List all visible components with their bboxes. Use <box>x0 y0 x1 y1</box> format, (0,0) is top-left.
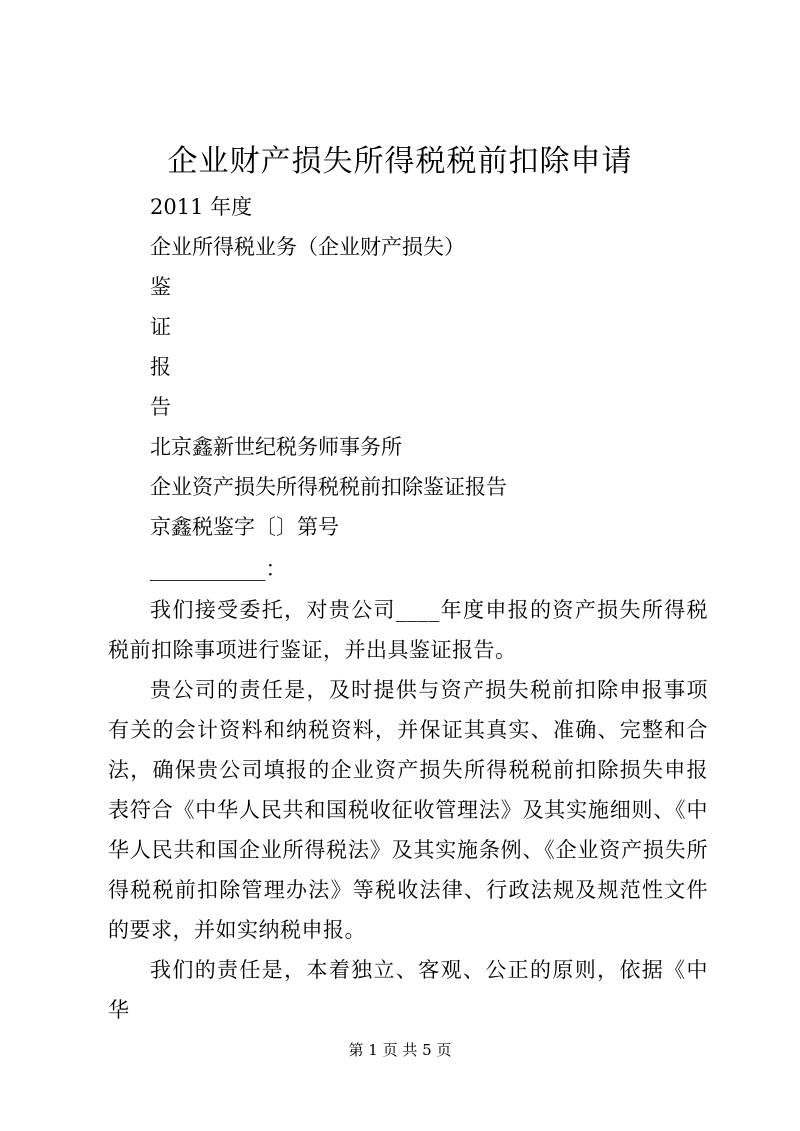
vertical-title-char-2: 证 <box>150 315 171 339</box>
paragraph-our-responsibility: 我们的责任是，本着独立、客观、公正的原则，依据《中华 <box>108 958 708 1022</box>
paragraph-client-responsibility: 贵公司的责任是，及时提供与资产损失税前扣除申报事项有关的会计资料和纳税资料，并保证其真实、准确、完整和合法，确保贵公司填报的企业资产损失所得税税前扣除损失申报表符合《中华人民共和国税收征收管理法》及其实施细则、《中华人民共和国企业所得税法》及其实施条例、《企业资产损失所得税税前扣除管理办法》等税收法律、行政法规及规范性文件的要求，并如实纳税申报。 <box>108 678 708 942</box>
firm-name: 北京鑫新世纪税务师事务所 <box>150 435 402 459</box>
vertical-title-char-1: 鉴 <box>150 275 171 299</box>
document-title: 企业财产损失所得税税前扣除申请 <box>167 144 633 179</box>
page-footer: 第 1 页 共 5 页 <box>348 1041 452 1059</box>
vertical-title-char-4: 告 <box>150 395 171 419</box>
business-type: 企业所得税业务（企业财产损失） <box>150 235 465 259</box>
paragraph-engagement: 我们接受委托，对贵公司____年度申报的资产损失所得税税前扣除事项进行鉴证，并出具鉴证报告。 <box>108 598 708 662</box>
report-year: 2011 年度 <box>150 195 253 219</box>
report-name: 企业资产损失所得税税前扣除鉴证报告 <box>150 475 507 499</box>
vertical-title-char-3: 报 <box>150 355 171 379</box>
report-number: 京鑫税鉴字〔〕第号 <box>150 515 339 539</box>
addressee-blank: ___________： <box>150 557 287 581</box>
